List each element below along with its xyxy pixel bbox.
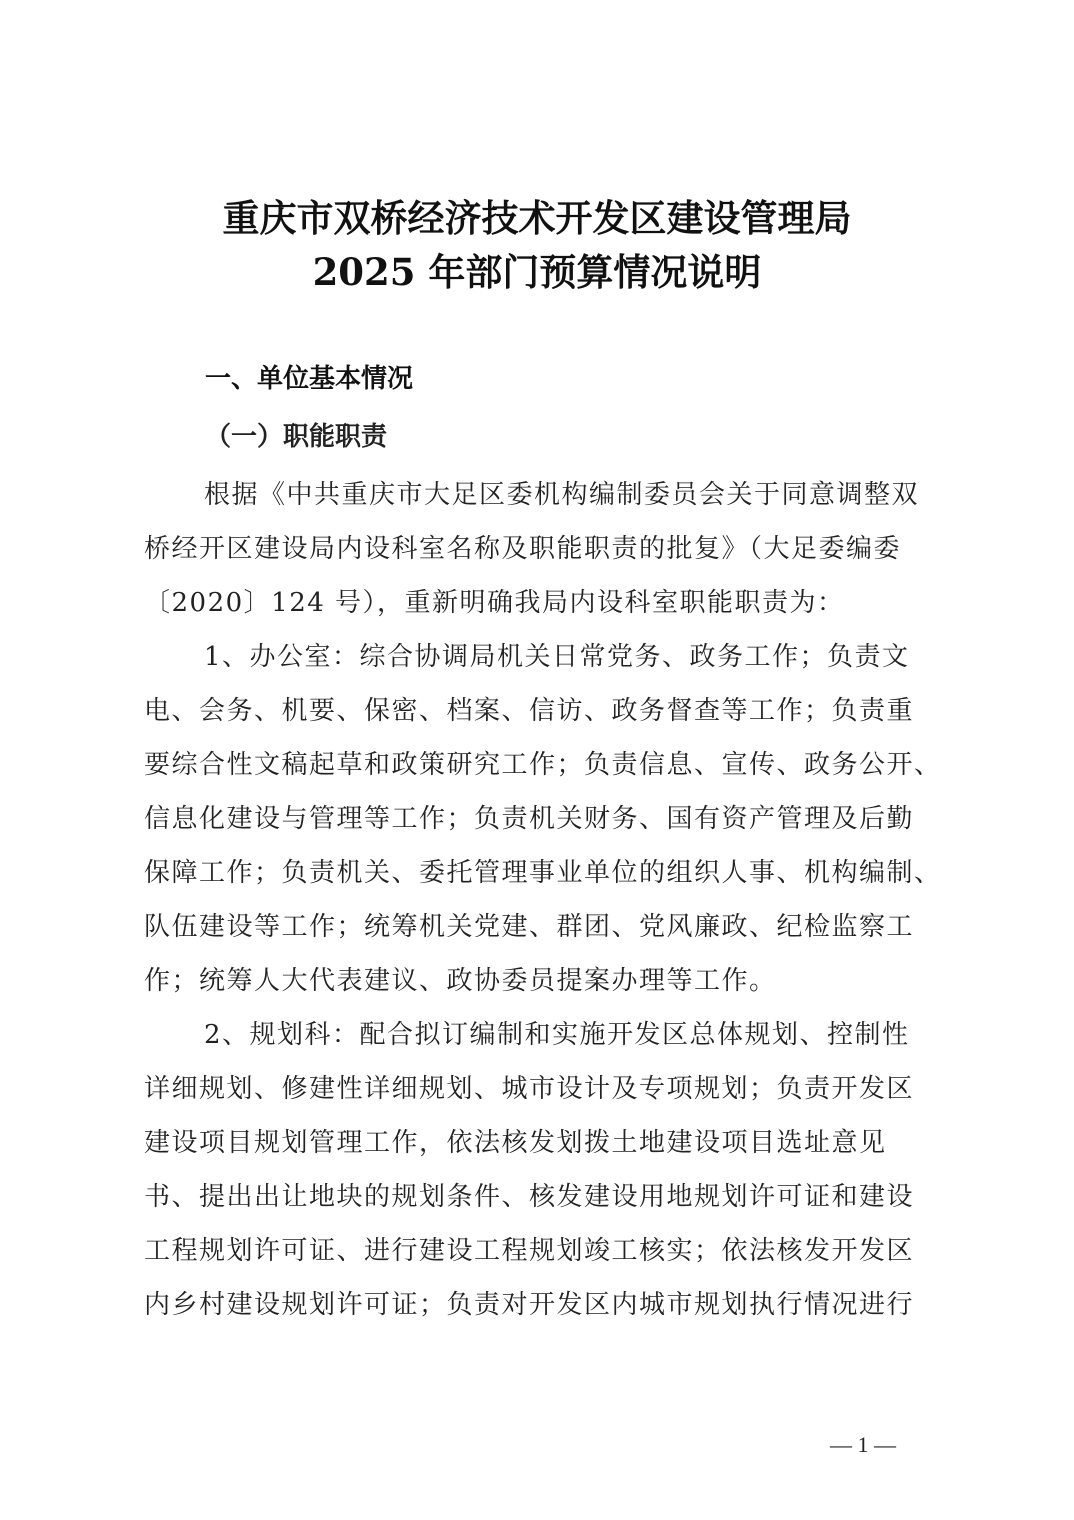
paragraph-basis bbox=[144, 468, 944, 630]
paragraph-line: 内乡村建设规划许可证；负责对开发区内城市规划执行情况进行 bbox=[144, 1290, 915, 1320]
subsection-heading: （一）职能职责 bbox=[205, 422, 388, 452]
paragraph-line: 书、提出出让地块的规划条件、核发建设用地规划许可证和建设 bbox=[144, 1182, 915, 1212]
paragraph-line: 工程规划许可证、进行建设工程规划竣工核实；依法核发开发区 bbox=[144, 1236, 915, 1266]
paragraph-line: 要综合性文稿起草和政策研究工作；负责信息、宣传、政务公开、 bbox=[144, 750, 942, 780]
section-heading: 一、单位基本情况 bbox=[205, 364, 414, 394]
document-title-line-1: 重庆市双桥经济技术开发区建设管理局 bbox=[222, 196, 852, 240]
paragraph-line: 队伍建设等工作；统筹机关党建、群团、党风廉政、纪检监察工 bbox=[144, 912, 915, 942]
paragraph-line: 根据《中共重庆市大足区委机构编制委员会关于同意调整双 bbox=[204, 480, 920, 510]
paragraph-line: 信息化建设与管理等工作；负责机关财务、国有资产管理及后勤 bbox=[144, 804, 915, 834]
paragraph-line: 保障工作；负责机关、委托管理事业单位的组织人事、机构编制、 bbox=[144, 858, 942, 888]
paragraph-line: 建设项目规划管理工作，依法核发划拨土地建设项目选址意见 bbox=[144, 1128, 887, 1158]
paragraph-line: 详细规划、修建性详细规划、城市设计及专项规划；负责开发区 bbox=[144, 1074, 915, 1104]
paragraph-line: 桥经开区建设局内设科室名称及职能职责的批复》（大足委编委 bbox=[144, 534, 902, 564]
paragraph-line: 〔2020〕124 号），重新明确我局内设科室职能职责为： bbox=[144, 588, 845, 618]
paragraph-line: 2、规划科：配合拟订编制和实施开发区总体规划、控制性 bbox=[204, 1020, 910, 1050]
page-number: — 1 — bbox=[830, 1432, 896, 1457]
paragraph-planning bbox=[144, 1008, 944, 1332]
paragraph-line: 作；统筹人大代表建议、政协委员提案办理等工作。 bbox=[144, 966, 777, 996]
paragraph-line: 1、办公室：综合协调局机关日常党务、政务工作；负责文 bbox=[204, 642, 910, 672]
paragraph-line: 电、会务、机要、保密、档案、信访、政务督查等工作；负责重 bbox=[144, 696, 915, 726]
document-title-line-2: 2025 年部门预算情况说明 bbox=[312, 250, 762, 294]
paragraph-office bbox=[144, 630, 944, 1008]
